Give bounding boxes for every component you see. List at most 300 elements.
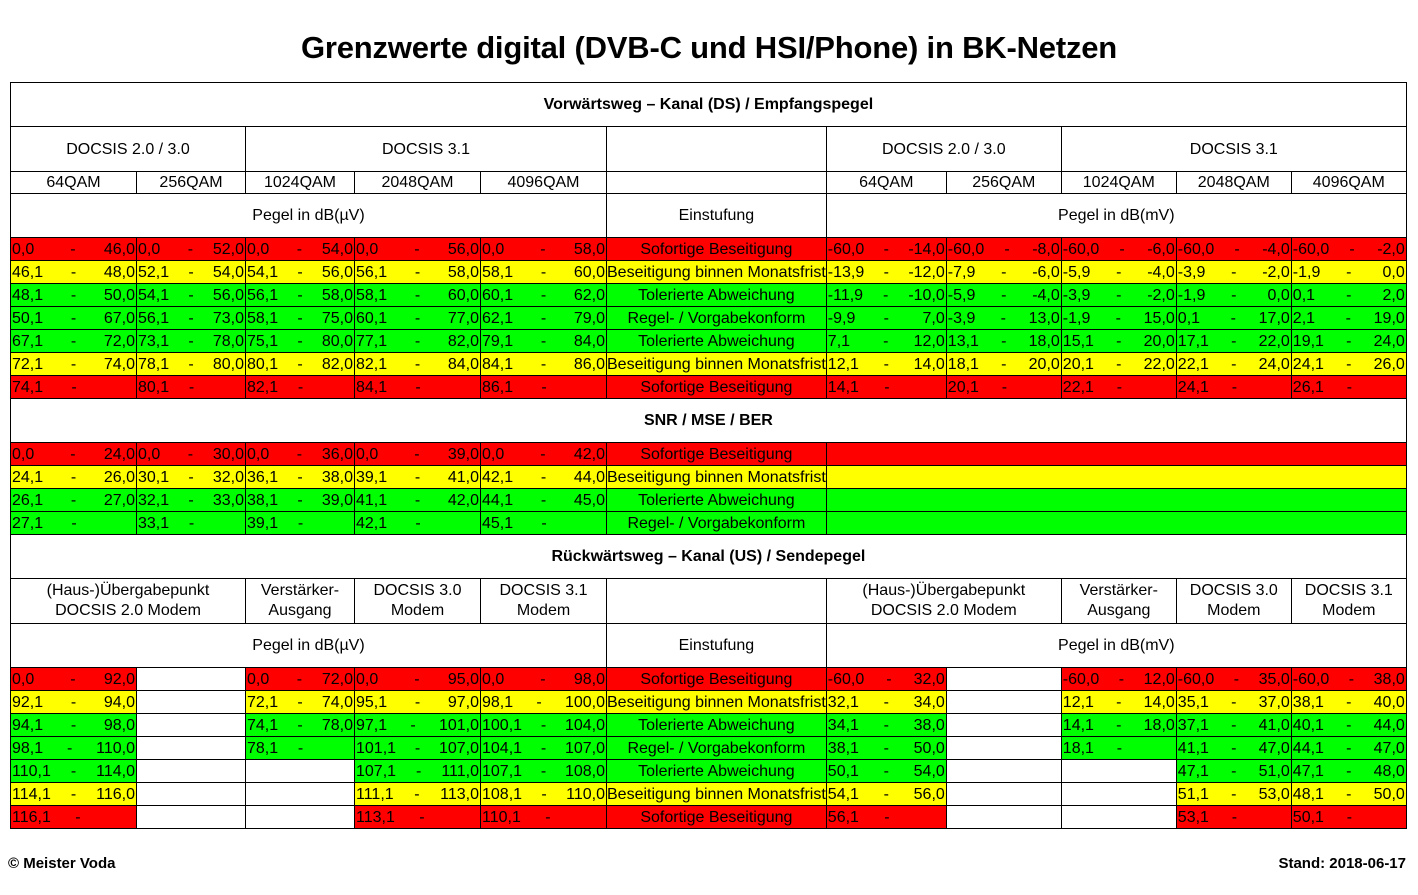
range-high: -4,0: [1262, 240, 1290, 258]
range-dash: -: [541, 785, 547, 803]
range-high: 48,0: [103, 263, 135, 281]
range-low: 30,1: [138, 468, 170, 486]
range-low: 39,1: [247, 514, 279, 532]
range-cell: [826, 760, 946, 783]
range-cell: [1176, 783, 1291, 806]
range-cell: [946, 668, 1061, 691]
table-row: [11, 238, 1407, 261]
range-high: 73,0: [212, 309, 244, 327]
range-high: 38,0: [913, 716, 945, 734]
range-high: 84,0: [573, 332, 605, 350]
us-column-header-line2: Ausgang: [1087, 602, 1151, 619]
range-low: 20,1: [947, 378, 979, 396]
table-row: [11, 284, 1407, 307]
qam-blank: [607, 172, 827, 194]
range-cell: [11, 466, 137, 489]
range-cell: [246, 307, 355, 330]
us-heading: Rückwärtsweg – Kanal (US) / Sendepegel: [11, 535, 1407, 579]
range-cell: [137, 261, 246, 284]
range-cell: [355, 284, 481, 307]
range-low: 12,1: [827, 355, 859, 373]
range-dash: -: [540, 240, 546, 258]
range-low: 41,1: [356, 491, 388, 509]
unit-right: Pegel in dB(mV): [826, 624, 1406, 668]
range-low: 72,1: [12, 355, 44, 373]
range-dash: -: [1001, 286, 1007, 304]
range-cell: [1291, 307, 1406, 330]
range-low: 0,0: [247, 670, 270, 688]
range-high: -8,0: [1032, 240, 1060, 258]
range-dash: -: [886, 670, 892, 688]
range-low: 0,1: [1292, 286, 1316, 304]
range-low: 18,1: [1062, 739, 1094, 757]
range-cell: [826, 737, 946, 760]
range-cell: [246, 330, 355, 353]
rating-label: Beseitigung binnen Monatsfrist: [607, 261, 827, 284]
range-low: 24,1: [1292, 355, 1324, 373]
range-dash: -: [1001, 378, 1008, 396]
range-high: 82,0: [447, 332, 479, 350]
range-high: 72,0: [103, 332, 135, 350]
range-cell: [11, 714, 137, 737]
rating-label: Regel- / Vorgabekonform: [607, 307, 827, 330]
range-cell: [1291, 261, 1406, 284]
range-high: 41,0: [1258, 716, 1290, 734]
range-cell: [11, 512, 137, 535]
range-cell: [1061, 806, 1176, 829]
range-cell: [355, 443, 481, 466]
range-high: -4,0: [1032, 286, 1060, 304]
range-high: 60,0: [447, 286, 479, 304]
range-dash: -: [1349, 240, 1355, 258]
range-dash: -: [188, 309, 194, 327]
range-cell: [355, 353, 481, 376]
range-low: 50,1: [827, 762, 859, 780]
range-low: 98,1: [12, 739, 44, 757]
range-high: 84,0: [447, 355, 479, 373]
range-dash: -: [414, 445, 420, 463]
table-row: [11, 668, 1407, 691]
range-cell: [1291, 353, 1406, 376]
range-low: 58,1: [482, 263, 514, 281]
range-cell: [1061, 261, 1176, 284]
range-cell: [481, 691, 607, 714]
range-cell: [11, 443, 137, 466]
range-high: 20,0: [1143, 332, 1175, 350]
rating-label: Tolerierte Abweichung: [607, 284, 827, 307]
range-low: -60,0: [1062, 670, 1100, 688]
range-dash: -: [884, 378, 890, 396]
range-dash: -: [1346, 263, 1352, 281]
range-cell: [355, 737, 481, 760]
range-cell: [246, 668, 355, 691]
range-low: 79,1: [482, 332, 514, 350]
rating-label: Sofortige Beseitigung: [607, 806, 827, 829]
range-cell: [137, 714, 246, 737]
range-dash: -: [70, 445, 76, 463]
range-cell: [1176, 261, 1291, 284]
us-column-header-line2: DOCSIS 2.0 Modem: [55, 602, 201, 619]
range-high: 33,0: [212, 491, 244, 509]
range-dash: -: [1233, 670, 1240, 688]
rating-label: Beseitigung binnen Monatsfrist: [607, 353, 827, 376]
range-low: 32,1: [138, 491, 170, 509]
range-low: 54,1: [827, 785, 859, 803]
range-low: 0,0: [247, 445, 270, 463]
range-low: 107,1: [482, 762, 523, 780]
range-cell: [1176, 284, 1291, 307]
range-dash: -: [75, 808, 81, 826]
rating-label: Tolerierte Abweichung: [607, 489, 827, 512]
range-high: 18,0: [1028, 332, 1060, 350]
range-cell: [481, 737, 607, 760]
range-low: -11,9: [827, 286, 864, 304]
range-low: 42,1: [356, 514, 388, 532]
range-cell: [11, 760, 137, 783]
us-column-header: [1291, 579, 1406, 624]
ds-group-blank: [607, 127, 827, 172]
range-dash: -: [296, 240, 303, 258]
range-low: 19,1: [1292, 332, 1324, 350]
range-cell: [1061, 783, 1176, 806]
range-cell: [481, 284, 607, 307]
range-cell: [946, 307, 1061, 330]
range-cell: [1061, 668, 1176, 691]
range-cell: [481, 783, 607, 806]
range-cell: [137, 783, 246, 806]
table-row: [11, 737, 1407, 760]
range-cell: [137, 806, 246, 829]
range-low: 107,1: [356, 762, 397, 780]
rating-label: Regel- / Vorgabekonform: [607, 512, 827, 535]
range-cell: [1291, 330, 1406, 353]
range-high: -6,0: [1147, 240, 1175, 258]
range-cell: [826, 284, 946, 307]
range-cell: [137, 284, 246, 307]
range-low: 113,1: [356, 808, 395, 826]
range-cell: [11, 330, 137, 353]
range-high: -12,0: [908, 263, 945, 281]
range-cell: [946, 330, 1061, 353]
us-column-header-line2: Modem: [1207, 602, 1261, 619]
range-dash: -: [1116, 332, 1122, 350]
range-dash: -: [540, 468, 547, 486]
range-dash: -: [540, 355, 547, 373]
range-low: 41,1: [1177, 739, 1209, 757]
range-cell: [826, 714, 946, 737]
range-low: 75,1: [247, 332, 279, 350]
range-high: 50,0: [103, 286, 135, 304]
table-row: [11, 330, 1407, 353]
range-low: 84,1: [356, 378, 388, 396]
range-dash: -: [297, 693, 303, 711]
range-high: 0,0: [1382, 263, 1405, 281]
range-cell: [137, 330, 246, 353]
range-high: 32,0: [913, 670, 945, 688]
range-low: -3,9: [1062, 286, 1091, 304]
range-cell: [1176, 353, 1291, 376]
range-high: 72,0: [321, 670, 353, 688]
range-dash: -: [410, 716, 416, 734]
range-cell: [11, 668, 137, 691]
table-row: [11, 376, 1407, 399]
us-column-header: [826, 579, 1061, 624]
range-dash: -: [297, 332, 303, 350]
range-low: 24,1: [1177, 378, 1209, 396]
table-row: [11, 714, 1407, 737]
qam-header: 2048QAM: [1176, 172, 1291, 194]
range-cell: [1061, 760, 1176, 783]
range-dash: -: [71, 378, 77, 396]
range-cell: [355, 691, 481, 714]
range-high: 97,0: [447, 693, 479, 711]
range-cell: [246, 284, 355, 307]
us-column-header-line1: Verstärker-: [260, 582, 340, 599]
range-high: 113,0: [440, 785, 479, 803]
range-low: 108,1: [482, 785, 523, 803]
range-low: 52,1: [138, 263, 170, 281]
range-low: 0,1: [1177, 309, 1201, 327]
range-dash: -: [883, 739, 889, 757]
range-high: 47,0: [1373, 739, 1405, 757]
range-cell: [137, 353, 246, 376]
range-dash: -: [1116, 355, 1122, 373]
range-high: 2,0: [1382, 286, 1405, 304]
range-low: 82,1: [356, 355, 388, 373]
range-low: 114,1: [12, 785, 51, 803]
range-high: 17,0: [1258, 309, 1290, 327]
range-high: -6,0: [1032, 263, 1060, 281]
range-dash: -: [540, 670, 546, 688]
range-low: 58,1: [247, 309, 279, 327]
range-high: -10,0: [908, 286, 945, 304]
range-low: 54,1: [138, 286, 170, 304]
range-dash: -: [1231, 785, 1237, 803]
table-row: [11, 691, 1407, 714]
range-cell: [1176, 806, 1291, 829]
rating-label: Sofortige Beseitigung: [607, 668, 827, 691]
range-low: -60,0: [1292, 240, 1330, 258]
range-dash: -: [187, 240, 194, 258]
range-low: 27,1: [12, 514, 44, 532]
range-dash: -: [883, 263, 889, 281]
range-low: 50,1: [12, 309, 44, 327]
range-cell: [826, 668, 946, 691]
range-high: 95,0: [447, 670, 479, 688]
range-high: 38,0: [321, 468, 353, 486]
range-cell: [246, 376, 355, 399]
range-cell: [137, 238, 246, 261]
range-high: 42,0: [573, 445, 605, 463]
range-low: 22,1: [1062, 378, 1094, 396]
range-cell: [481, 489, 607, 512]
range-cell: [246, 714, 355, 737]
range-low: 26,1: [12, 491, 44, 509]
range-low: 24,1: [12, 468, 44, 486]
range-high: 58,0: [447, 263, 479, 281]
ds-group-docsis30-right: DOCSIS 2.0 / 3.0: [826, 127, 1061, 172]
range-low: 44,1: [1292, 739, 1324, 757]
range-low: 72,1: [247, 693, 279, 711]
range-low: 14,1: [827, 378, 859, 396]
range-high: 52,0: [212, 240, 244, 258]
range-dash: -: [540, 445, 546, 463]
range-high: 108,0: [564, 762, 605, 780]
range-high: 110,0: [566, 785, 605, 803]
qam-header: 4096QAM: [481, 172, 607, 194]
range-dash: -: [1345, 309, 1351, 327]
range-dash: -: [540, 309, 547, 327]
range-low: 84,1: [482, 355, 514, 373]
range-dash: -: [188, 286, 194, 304]
range-cell: [11, 737, 137, 760]
range-high: 37,0: [1258, 693, 1290, 711]
range-cell: [1061, 376, 1176, 399]
range-low: 35,1: [1177, 693, 1209, 711]
range-high: 38,0: [1373, 670, 1405, 688]
range-dash: -: [1234, 240, 1240, 258]
range-high: 50,0: [1373, 785, 1405, 803]
range-high: 36,0: [321, 445, 353, 463]
range-dash: -: [1230, 309, 1236, 327]
range-dash: -: [883, 286, 889, 304]
table-row: [11, 443, 1407, 466]
range-cell: [1291, 760, 1406, 783]
range-dash: -: [414, 240, 420, 258]
range-high: 107,0: [438, 739, 479, 757]
range-dash: -: [1231, 739, 1237, 757]
range-low: 82,1: [247, 378, 279, 396]
row-fill: [826, 489, 1406, 512]
range-dash: -: [1119, 240, 1125, 258]
ds-group-docsis30-left: DOCSIS 2.0 / 3.0: [11, 127, 246, 172]
range-high: 111,0: [441, 762, 479, 780]
range-cell: [481, 760, 607, 783]
rating-label: Sofortige Beseitigung: [607, 443, 827, 466]
range-dash: -: [70, 286, 77, 304]
us-column-header: [1176, 579, 1291, 624]
range-cell: [246, 512, 355, 535]
range-low: 36,1: [247, 468, 279, 486]
range-dash: -: [1346, 785, 1352, 803]
range-high: 15,0: [1143, 309, 1175, 327]
range-low: -7,9: [947, 263, 976, 281]
range-low: -5,9: [1062, 263, 1091, 281]
range-cell: [246, 489, 355, 512]
range-dash: -: [188, 378, 195, 396]
us-column-header-line1: DOCSIS 3.0: [1189, 582, 1278, 599]
range-high: 98,0: [103, 716, 135, 734]
row-fill: [826, 466, 1406, 489]
range-low: -9,9: [827, 309, 856, 327]
range-high: 45,0: [573, 491, 605, 509]
range-cell: [355, 307, 481, 330]
qam-header: 4096QAM: [1291, 172, 1406, 194]
range-dash: -: [540, 739, 547, 757]
range-cell: [481, 353, 607, 376]
range-low: 60,1: [356, 309, 388, 327]
range-high: 42,0: [447, 491, 479, 509]
range-dash: -: [541, 378, 547, 396]
us-column-header: [11, 579, 246, 624]
range-cell: [1176, 330, 1291, 353]
page-title: Grenzwerte digital (DVB-C und HSI/Phone) in BK-Netzen: [300, 30, 1118, 65]
range-dash: -: [1231, 332, 1237, 350]
ds-unit-row: [11, 194, 1407, 238]
range-low: 100,1: [482, 716, 523, 734]
range-dash: -: [187, 445, 194, 463]
range-dash: -: [414, 332, 421, 350]
range-cell: [11, 783, 137, 806]
range-cell: [1176, 668, 1291, 691]
range-dash: -: [540, 263, 547, 281]
range-high: 80,0: [212, 355, 244, 373]
range-low: 101,1: [356, 739, 397, 757]
range-dash: -: [70, 693, 77, 711]
range-low: -60,0: [827, 240, 865, 258]
range-low: -1,9: [1177, 286, 1206, 304]
us-column-header-line2: Modem: [1322, 602, 1376, 619]
range-cell: [137, 307, 246, 330]
range-cell: [355, 806, 481, 829]
unit-left: Pegel in dB(µV): [11, 194, 607, 238]
range-low: 73,1: [138, 332, 170, 350]
range-cell: [1291, 376, 1406, 399]
range-low: 78,1: [138, 355, 170, 373]
table-row: [11, 783, 1407, 806]
range-cell: [946, 353, 1061, 376]
range-low: 111,1: [356, 785, 394, 803]
range-high: 56,0: [447, 240, 479, 258]
row-fill: [826, 443, 1406, 466]
range-dash: -: [1116, 693, 1122, 711]
range-dash: -: [70, 491, 77, 509]
range-high: 74,0: [321, 693, 353, 711]
us-column-header: [1061, 579, 1176, 624]
table-row: [11, 307, 1407, 330]
range-dash: -: [297, 355, 303, 373]
qam-header: 256QAM: [946, 172, 1061, 194]
range-cell: [137, 489, 246, 512]
range-cell: [246, 261, 355, 284]
range-cell: [355, 668, 481, 691]
range-dash: -: [541, 514, 547, 532]
range-dash: -: [414, 693, 421, 711]
range-low: -60,0: [947, 240, 985, 258]
range-dash: -: [1116, 378, 1123, 396]
range-cell: [355, 376, 481, 399]
range-cell: [355, 238, 481, 261]
range-cell: [11, 307, 137, 330]
range-low: 50,1: [1292, 808, 1324, 826]
range-high: 77,0: [447, 309, 479, 327]
range-high: 56,0: [321, 263, 353, 281]
range-low: 0,0: [356, 445, 379, 463]
us-column-header-line1: Verstärker-: [1079, 582, 1158, 599]
range-low: 44,1: [482, 491, 514, 509]
range-dash: -: [1346, 693, 1352, 711]
us-column-header-line2: Ausgang: [268, 602, 332, 619]
range-dash: -: [1116, 263, 1122, 281]
range-high: -14,0: [908, 240, 945, 258]
range-high: 58,0: [321, 286, 353, 304]
range-dash: -: [1001, 355, 1007, 373]
range-dash: -: [540, 716, 547, 734]
range-dash: -: [297, 263, 303, 281]
range-cell: [481, 466, 607, 489]
range-high: 79,0: [573, 309, 605, 327]
range-low: 18,1: [947, 355, 979, 373]
